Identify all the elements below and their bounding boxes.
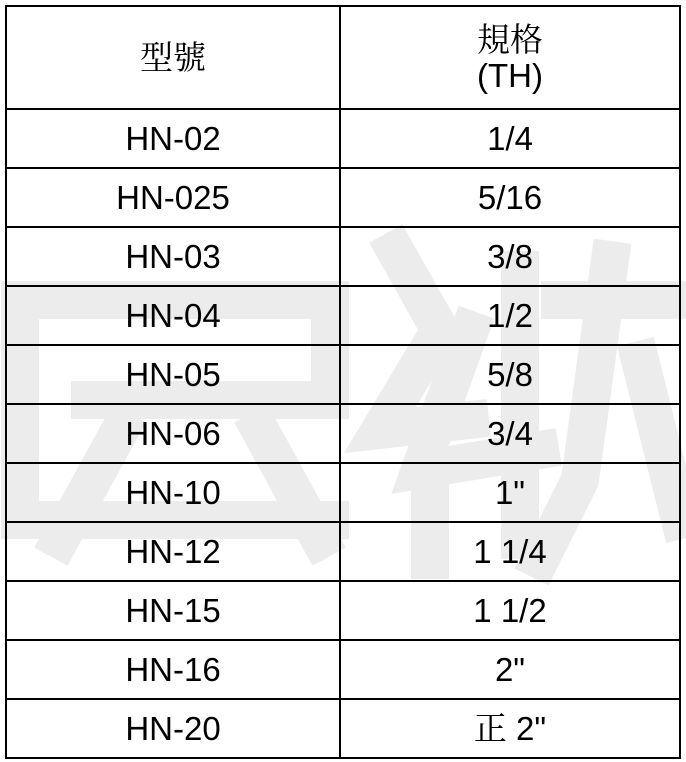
model-cell: HN-02 — [6, 109, 340, 168]
spec-cell: 1/2 — [340, 286, 680, 345]
table-row — [6, 286, 680, 345]
spec-cell: 1" — [340, 463, 680, 522]
header-spec-line1: 規格 — [477, 20, 543, 58]
table-row — [6, 463, 680, 522]
table-row — [6, 522, 680, 581]
model-cell: HN-12 — [6, 522, 340, 581]
table-row — [6, 404, 680, 463]
table-row — [6, 109, 680, 168]
spec-cell: 3/8 — [340, 227, 680, 286]
table-row — [6, 640, 680, 699]
model-cell: HN-025 — [6, 168, 340, 227]
table-row — [6, 345, 680, 404]
model-cell: HN-04 — [6, 286, 340, 345]
spec-cell: 3/4 — [340, 404, 680, 463]
model-cell: HN-03 — [6, 227, 340, 286]
header-model: 型號 — [6, 6, 340, 109]
table-row — [6, 581, 680, 640]
header-row — [6, 6, 680, 109]
table-row — [6, 227, 680, 286]
model-cell: HN-20 — [6, 699, 340, 758]
spec-cell: 正 2" — [340, 699, 680, 758]
spec-cell: 2" — [340, 640, 680, 699]
model-cell: HN-15 — [6, 581, 340, 640]
spec-cell: 5/8 — [340, 345, 680, 404]
model-cell: HN-05 — [6, 345, 340, 404]
spec-cell: 1 1/4 — [340, 522, 680, 581]
model-cell: HN-16 — [6, 640, 340, 699]
model-cell: HN-06 — [6, 404, 340, 463]
spec-cell: 1/4 — [340, 109, 680, 168]
spec-table — [5, 5, 681, 759]
spec-cell: 5/16 — [340, 168, 680, 227]
header-spec — [340, 6, 680, 109]
spec-cell: 1 1/2 — [340, 581, 680, 640]
table-row — [6, 699, 680, 758]
header-spec-line2: (TH) — [477, 56, 543, 94]
model-cell: HN-10 — [6, 463, 340, 522]
table-row — [6, 168, 680, 227]
